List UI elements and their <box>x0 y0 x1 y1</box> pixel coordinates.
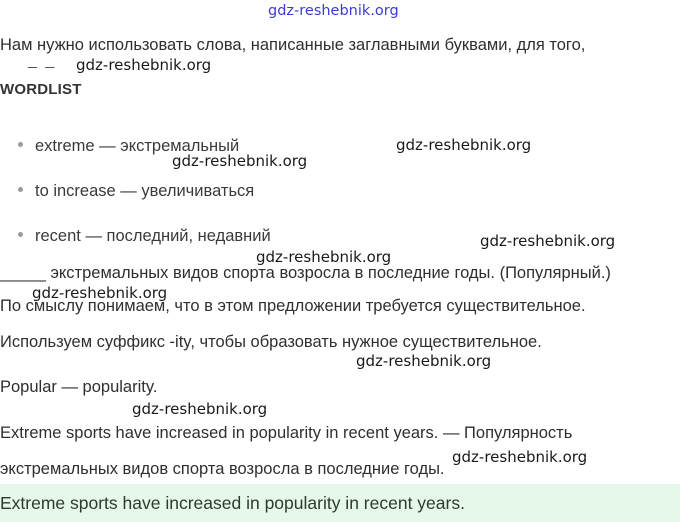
derivation-sentence: Popular — popularity. <box>0 378 158 396</box>
bullet-icon <box>18 187 23 192</box>
translation-line-1: Extreme sports have increased in popularity in recent years. — Популярность <box>0 424 573 442</box>
answer-text: Extreme sports have increased in popularity in recent years. <box>0 493 465 513</box>
translation-line-2: экстремальных видов спорта возросла в последние годы. <box>0 460 445 478</box>
watermark: gdz-reshebnik.org <box>76 56 212 74</box>
answer-box <box>0 484 680 522</box>
watermark: gdz-reshebnik.org <box>480 232 616 250</box>
wordlist-item-label: recent — последний, недавний <box>35 227 271 245</box>
watermark-top: gdz-reshebnik.org <box>268 3 399 19</box>
watermark: gdz-reshebnik.org <box>396 136 532 154</box>
bullet-icon <box>18 142 23 147</box>
suffix-sentence: Используем суффикс -ity, чтобы образовать нужное существительное. <box>0 333 542 351</box>
watermark: gdz-reshebnik.org <box>172 152 308 170</box>
wordlist-item-label: extreme — экстремальный <box>35 137 240 155</box>
intro-cut-fragment-text: _ _ <box>28 60 57 69</box>
wordlist-item-label: to increase — увеличиваться <box>35 182 255 200</box>
meaning-sentence: По смыслу понимаем, что в этом предложении требуется существительное. <box>0 297 586 315</box>
intro-line: Нам нужно использовать слова, написанные заглавными буквами, для того, <box>0 36 586 54</box>
watermark: gdz-reshebnik.org <box>256 248 392 266</box>
bullet-icon <box>18 232 23 237</box>
intro-cut-fragment <box>0 60 70 74</box>
wordlist-heading: WORDLIST <box>0 81 82 98</box>
wordlist-item <box>18 225 271 247</box>
wordlist-item <box>18 180 254 202</box>
watermark: gdz-reshebnik.org <box>132 400 268 418</box>
watermark: gdz-reshebnik.org <box>32 284 168 302</box>
task-sentence: _____ экстремальных видов спорта возросла в последние годы. (Популярный.) <box>0 264 611 282</box>
watermark: gdz-reshebnik.org <box>356 352 492 370</box>
watermark: gdz-reshebnik.org <box>452 448 588 466</box>
